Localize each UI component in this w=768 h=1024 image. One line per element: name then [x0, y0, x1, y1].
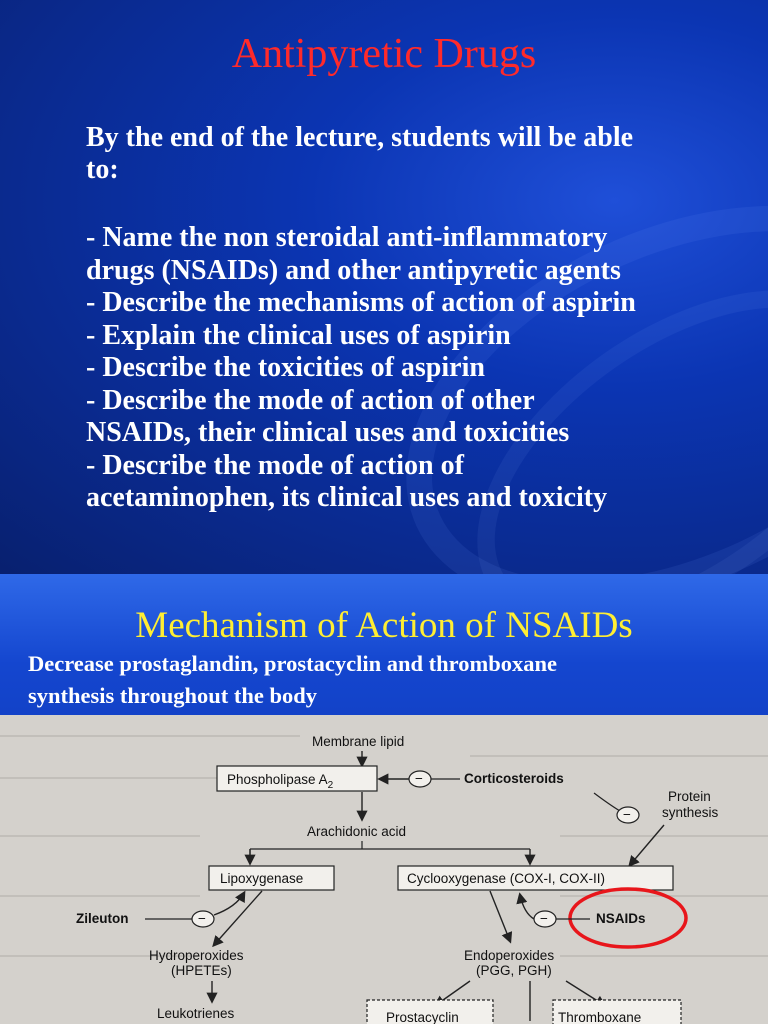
hydroperoxides-label: Hydroperoxides — [149, 948, 244, 963]
cyclooxygenase-label: Cyclooxygenase (COX-I, COX-II) — [407, 871, 606, 886]
svg-text:−: − — [415, 771, 423, 786]
subtitle-line: synthesis throughout the body — [28, 683, 318, 708]
endoperoxides-label: (PGG, PGH) — [476, 963, 552, 978]
objectives-list — [86, 222, 766, 515]
protein-synthesis-label: Protein — [668, 789, 711, 804]
objective-line: - Describe the mode of action of other — [86, 384, 535, 416]
objective-line: - Describe the mechanisms of action of aspirin — [86, 287, 636, 318]
lipoxygenase-label: Lipoxygenase — [220, 871, 304, 886]
protein-synthesis-label: synthesis — [662, 805, 719, 820]
membrane-lipid-label: Membrane lipid — [312, 734, 405, 749]
svg-text:−: − — [198, 911, 206, 926]
objective-line: - Describe the toxicities of aspirin — [86, 352, 485, 383]
intro-line: By the end of the lecture, students will be able — [86, 122, 634, 153]
intro-line: to: — [86, 154, 119, 185]
hydroperoxides-label: (HPETEs) — [171, 963, 232, 978]
slide-subtitle — [28, 648, 768, 712]
objective-line: - Describe the mode of action of — [86, 449, 464, 481]
slide-title: Mechanism of Action of NSAIDs — [135, 605, 633, 646]
prostacyclin-label: Prostacyclin — [386, 1010, 459, 1024]
objective-line: - Explain the clinical uses of aspirin — [86, 319, 511, 351]
phospholipase-label: Phospholipase $A_2$ — [227, 772, 334, 791]
endoperoxides-label: Endoperoxides — [464, 948, 555, 963]
thromboxane-label: Thromboxane — [558, 1010, 642, 1024]
objective-line: drugs (NSAIDs) and other antipyretic agents — [86, 254, 621, 286]
corticosteroids-label: Corticosteroids — [464, 771, 564, 786]
slide-title: Antipyretic Drugs — [231, 31, 537, 77]
subtitle-line: Decrease prostaglandin, prostacyclin and thromboxane — [28, 651, 557, 676]
pathway-svg — [0, 715, 768, 1024]
zileuton-label: Zileuton — [76, 911, 129, 926]
objective-line: - Name the non steroidal anti-inflammatory — [86, 222, 608, 253]
svg-text:−: − — [540, 911, 548, 926]
eicosanoid-pathway-diagram — [0, 715, 768, 1024]
objective-line: NSAIDs, their clinical uses and toxicities — [86, 417, 570, 448]
leukotrienes-label: Leukotrienes — [157, 1006, 235, 1021]
objectives-intro — [86, 122, 766, 186]
arachidonic-acid-label: Arachidonic acid — [307, 824, 407, 839]
svg-text:−: − — [623, 807, 631, 822]
objective-line: acetaminophen, its clinical uses and toxicity — [86, 482, 608, 513]
nsaids-label: NSAIDs — [596, 911, 646, 926]
